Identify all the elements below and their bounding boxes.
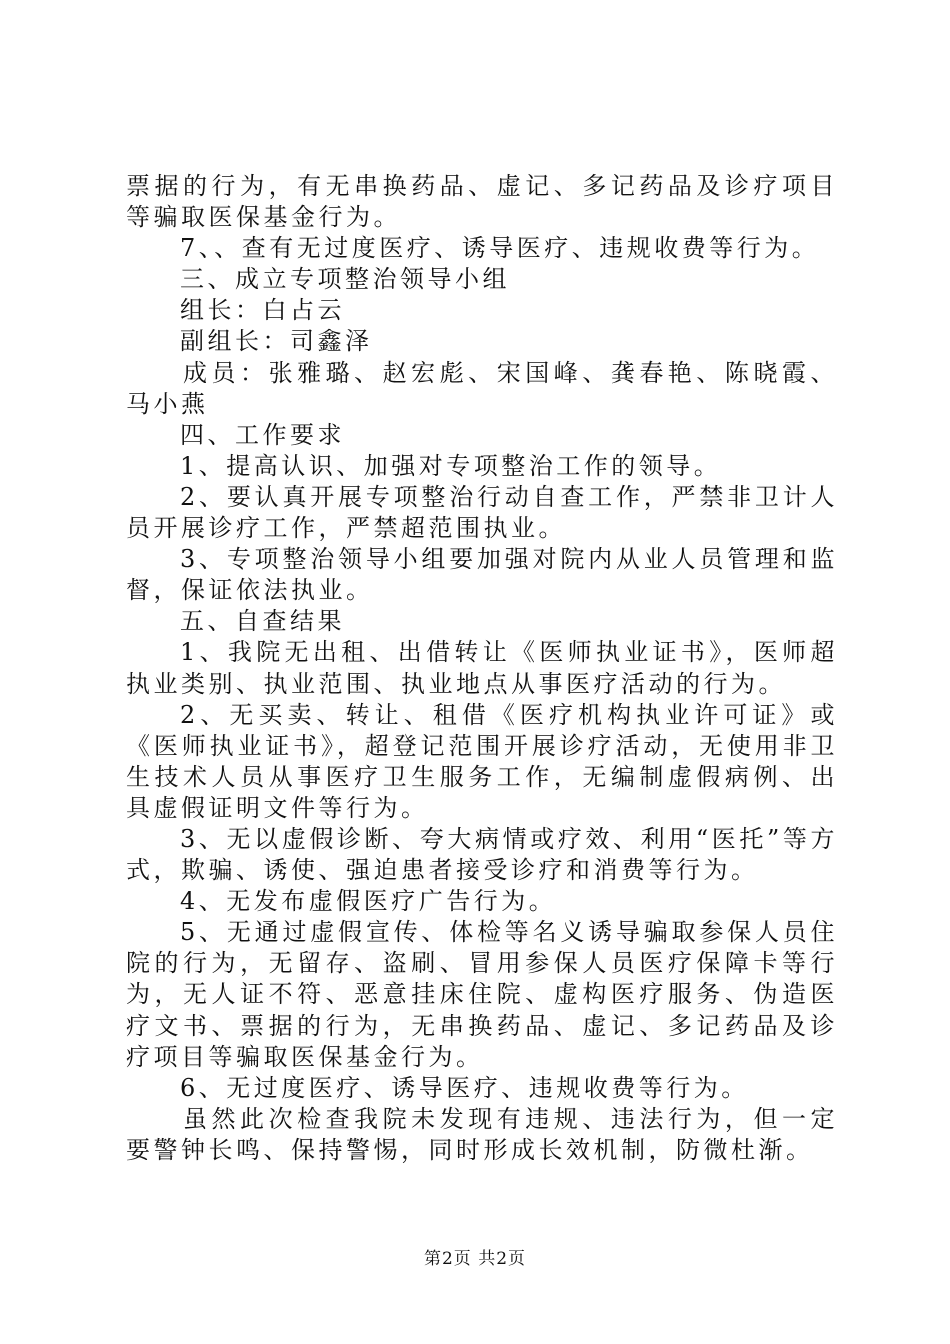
paragraph: 副组长：司鑫泽 [180, 327, 373, 356]
paragraph: 5、无通过虚假宣传、体检等名义诱导骗取参保人员住院的行为，无留存、盗刷、冒用参保人员医疗保障卡等行为，无人证不符、恶意挂床住院、虚构医疗服务、伪造医疗文书、票据的行为，无串换药品、虚记、多记药品及诊疗项目等骗取医保基金行为。 [126, 918, 838, 1071]
section-heading: 五、自查结果 [180, 607, 345, 636]
paragraph: 票据的行为，有无串换药品、虚记、多记药品及诊疗项目等骗取医保基金行为。 [126, 172, 838, 232]
page-footer: 第2页 共2页 [423, 1249, 527, 1269]
paragraph: 7、、查有无过度医疗、诱导医疗、违规收费等行为。 [180, 234, 820, 263]
paragraph: 4、无发布虚假医疗广告行为。 [180, 887, 557, 916]
paragraph: 1、提高认识、加强对专项整治工作的领导。 [180, 451, 722, 480]
paragraph: 虽然此次检查我院未发现有违规、违法行为，但一定要警钟长鸣、保持警惕，同时形成长效机制，防微杜渐。 [126, 1104, 838, 1164]
paragraph: 2、要认真开展专项整治行动自查工作，严禁非卫计人员开展诊疗工作，严禁超范围执业。 [126, 482, 838, 543]
paragraph: 2、无买卖、转让、租借《医疗机构执业许可证》或《医师执业证书》，超登记范围开展诊疗活动，无使用非卫生技术人员从事医疗卫生服务工作，无编制虚假病例、出具虚假证明文件等行为。 [126, 700, 838, 822]
paragraph: 6、无过度医疗、诱导医疗、违规收费等行为。 [180, 1073, 749, 1102]
paragraph: 1、我院无出租、出借转让《医师执业证书》，医师超执业类别、执业范围、执业地点从事医疗活动的行为。 [126, 638, 838, 698]
document-body [126, 171, 838, 1166]
paragraph: 成员：张雅璐、赵宏彪、宋国峰、龚春艳、陈晓霞、马小燕 [126, 358, 838, 418]
paragraph: 3、专项整治领导小组要加强对院内从业人员管理和监督，保证依法执业。 [126, 545, 838, 605]
paragraph: 3、无以虚假诊断、夸大病情或疗效、利用“医托”等方式，欺骗、诱使、强迫患者接受诊疗和消费等行为。 [126, 824, 838, 885]
section-heading: 三、成立专项整治领导小组 [180, 265, 510, 294]
paragraph: 组长：白占云 [180, 296, 345, 325]
section-heading: 四、工作要求 [180, 420, 345, 449]
